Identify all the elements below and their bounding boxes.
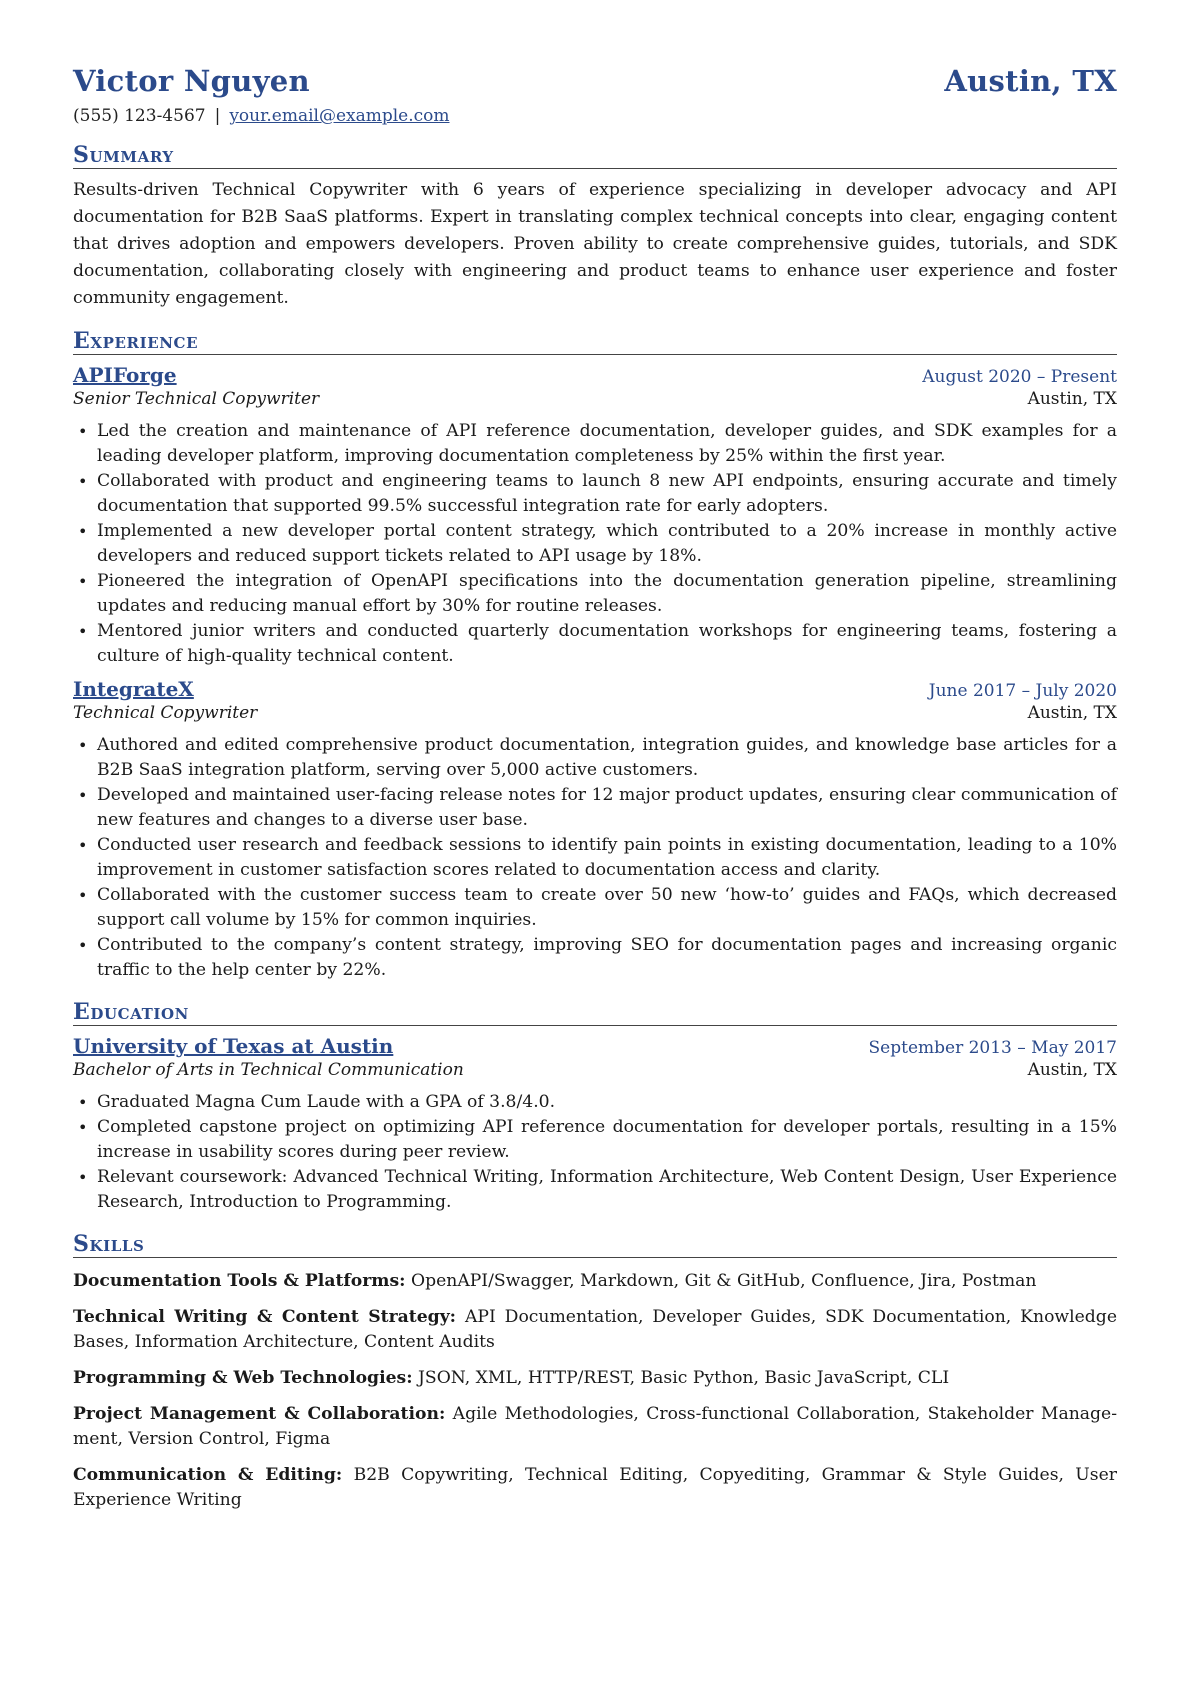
experience-entry	[73, 363, 1117, 669]
bullet-list	[73, 733, 1117, 983]
skill-category: Project Management & Collaboration:	[73, 1404, 446, 1424]
skill-line	[73, 1366, 1117, 1391]
bullet-item: • Collaborated with product and engineering teams to launch 8 new API endpoints, ensuring accurate and timely documentation that supported 99.5% successful integration rate for early adopters.	[97, 469, 1117, 519]
skill-list: B2B Copywriting, Technical Editing, Copyediting, Grammar & Style Guides, User Experience Writing	[73, 1465, 1118, 1510]
section-title-education: Education	[73, 999, 1117, 1026]
skill-line	[73, 1305, 1117, 1355]
summary-text: Results-driven Technical Copywriter with 6 years of experience specializing in developer advocacy and API documentation for B2B SaaS platforms. Expert in translating complex technical concepts into clear, engaging content that drives adoption and empowers developers. Proven ability to create comprehensive guides, tutorials, and SDK documentation, collaborating closely with engineering and product teams to enhance user experience and foster community engagement.	[73, 180, 1117, 308]
bullet-item: • Authored and edited comprehensive product documentation, integration guides, and knowledge base articles for a B2B SaaS integration platform, serving over 5,000 active customers.	[97, 733, 1117, 783]
company-link[interactable]: APIForge	[73, 363, 177, 387]
bullet-list	[73, 419, 1117, 669]
candidate-location: Austin, TX	[944, 64, 1117, 98]
section-title-skills: Skills	[73, 1231, 1117, 1258]
candidate-name: Victor Nguyen	[73, 64, 310, 98]
skill-category: Technical Writing & Content Strategy:	[73, 1307, 457, 1327]
skill-category: Programming & Web Technologies:	[73, 1368, 413, 1388]
skill-line	[73, 1269, 1117, 1294]
skill-category: Communication & Editing:	[73, 1465, 343, 1485]
entry-dates: June 2017 – July 2020	[928, 681, 1117, 701]
company-link[interactable]: IntegrateX	[73, 677, 194, 701]
contact-separator: |	[214, 106, 221, 126]
job-title: Technical Copywriter	[73, 703, 258, 723]
skill-category: Documentation Tools & Platforms:	[73, 1271, 406, 1291]
bullet-item: • Pioneered the integration of OpenAPI specifications into the documentation generation pipeline, streamlining updates and reducing manual effort by 30% for routine releases.	[97, 569, 1117, 619]
bullet-item: • Conducted user research and feedback sessions to identify pain points in existing documentation, leading to a 10% improvement in customer satisfaction scores related to documentation access and clarity.	[97, 833, 1117, 883]
skill-line	[73, 1463, 1117, 1513]
bullet-list	[73, 1090, 1117, 1215]
entry-dates: September 2013 – May 2017	[868, 1038, 1117, 1058]
experience-entry	[73, 677, 1117, 983]
section-title-experience: Experience	[73, 328, 1117, 355]
entry-location: Austin, TX	[1027, 389, 1117, 409]
contact-line	[73, 106, 1117, 126]
email-link[interactable]: your.email@example.com	[229, 106, 450, 126]
header	[73, 64, 1117, 98]
skill-list: API Documentation, Developer Guides, SDK Documentation, Knowledge Bases, Information Architecture, Content Audits	[73, 1307, 1117, 1352]
entry-dates: August 2020 – Present	[922, 367, 1117, 387]
bullet-item: • Graduated Magna Cum Laude with a GPA of 3.8/4.0.	[97, 1090, 1117, 1115]
phone-number: (555) 123-4567	[73, 106, 206, 126]
education-entry	[73, 1034, 1117, 1215]
bullet-item: • Completed capstone project on optimizing API reference documentation for developer portals, resulting in a 15% increase in usability scores during peer review.	[97, 1115, 1117, 1165]
section-title-summary: Summary	[73, 142, 1117, 169]
bullet-item: • Contributed to the company’s content strategy, improving SEO for documentation pages and increasing organic traffic to the help center by 22%.	[97, 933, 1117, 983]
bullet-item: • Implemented a new developer portal content strategy, which contributed to a 20% increase in monthly active developers and reduced support tickets related to API usage by 18%.	[97, 519, 1117, 569]
degree: Bachelor of Arts in Technical Communication	[73, 1060, 464, 1080]
bullet-item: • Mentored junior writers and conducted quarterly documentation workshops for engineering teams, fostering a culture of high-quality technical content.	[97, 619, 1117, 669]
job-title: Senior Technical Copywriter	[73, 389, 320, 409]
bullet-item: • Developed and maintained user-facing release notes for 12 major product updates, ensuring clear communication of new features and changes to a diverse user base.	[97, 783, 1117, 833]
entry-location: Austin, TX	[1027, 1060, 1117, 1080]
bullet-item: • Led the creation and maintenance of API reference documentation, developer guides, and SDK examples for a leading developer platform, improving documentation completeness by 25% within the first year.	[97, 419, 1117, 469]
skill-list: OpenAPI/Swagger, Markdown, Git & GitHub, Confluence, Jira, Postman	[411, 1271, 1037, 1291]
bullet-item: • Collaborated with the customer success team to create over 50 new ‘how-to’ guides and FAQs, which decreased support call volume by 15% for common inquiries.	[97, 883, 1117, 933]
skill-line	[73, 1402, 1117, 1452]
entry-location: Austin, TX	[1027, 703, 1117, 723]
skill-list: JSON, XML, HTTP/REST, Basic Python, Basic JavaScript, CLI	[418, 1368, 950, 1388]
skill-list: Agile Methodologies, Cross-functional Collaboration, Stakeholder Manage-ment, Version Control, Figma	[73, 1404, 1118, 1449]
school-link[interactable]: University of Texas at Austin	[73, 1034, 394, 1058]
bullet-item: • Relevant coursework: Advanced Technical Writing, Information Architecture, Web Content Design, User Experience Research, Introduction to Programming.	[97, 1165, 1117, 1215]
